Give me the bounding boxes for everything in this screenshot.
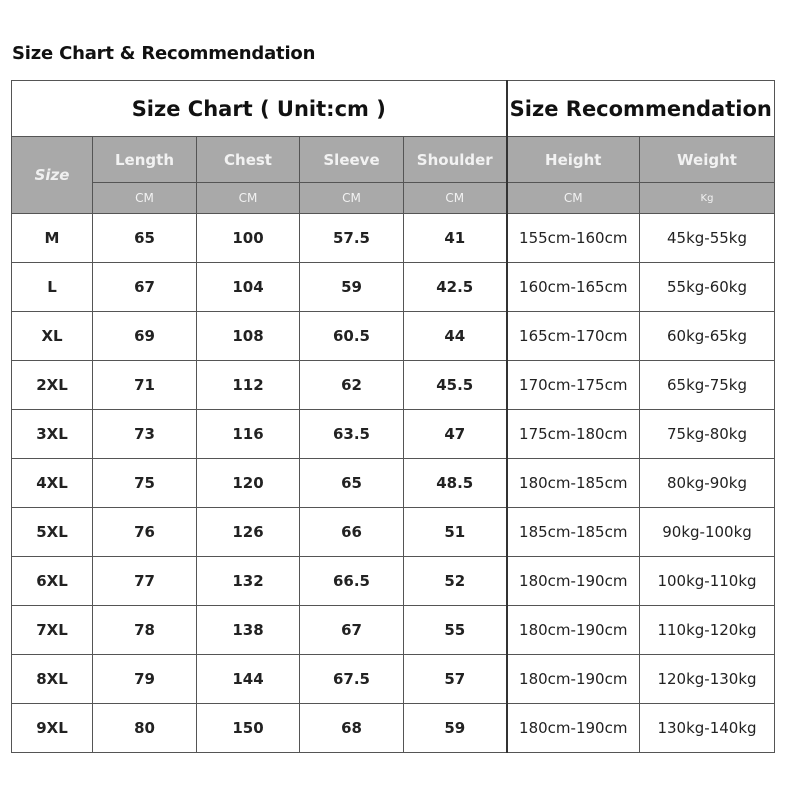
cell-weight: 130kg-140kg (640, 704, 775, 753)
cell-shoulder: 42.5 (404, 263, 507, 312)
column-header-sleeve: Sleeve (300, 137, 404, 183)
cell-length: 80 (93, 704, 197, 753)
cell-shoulder: 55 (404, 606, 507, 655)
cell-weight: 90kg-100kg (640, 508, 775, 557)
cell-weight: 100kg-110kg (640, 557, 775, 606)
cell-size: 9XL (12, 704, 93, 753)
cell-chest: 126 (197, 508, 300, 557)
cell-height: 155cm-160cm (507, 214, 640, 263)
cell-length: 73 (93, 410, 197, 459)
cell-weight: 80kg-90kg (640, 459, 775, 508)
table-row (12, 704, 775, 753)
cell-size: 2XL (12, 361, 93, 410)
cell-shoulder: 45.5 (404, 361, 507, 410)
unit-shoulder: CM (404, 183, 507, 214)
cell-size: L (12, 263, 93, 312)
cell-sleeve: 65 (300, 459, 404, 508)
table-row (12, 606, 775, 655)
unit-height: CM (507, 183, 640, 214)
cell-size: 3XL (12, 410, 93, 459)
cell-height: 165cm-170cm (507, 312, 640, 361)
table-row (12, 655, 775, 704)
cell-height: 170cm-175cm (507, 361, 640, 410)
cell-shoulder: 48.5 (404, 459, 507, 508)
table-row (12, 459, 775, 508)
size-table-body (12, 214, 775, 753)
column-header-height: Height (507, 137, 640, 183)
table-row (12, 361, 775, 410)
cell-height: 180cm-190cm (507, 557, 640, 606)
cell-chest: 144 (197, 655, 300, 704)
cell-size: 6XL (12, 557, 93, 606)
table-row (12, 508, 775, 557)
cell-weight: 75kg-80kg (640, 410, 775, 459)
cell-chest: 138 (197, 606, 300, 655)
cell-height: 180cm-190cm (507, 655, 640, 704)
cell-length: 79 (93, 655, 197, 704)
table-row (12, 312, 775, 361)
cell-size: M (12, 214, 93, 263)
cell-chest: 104 (197, 263, 300, 312)
cell-sleeve: 66 (300, 508, 404, 557)
table-row (12, 557, 775, 606)
cell-height: 180cm-190cm (507, 704, 640, 753)
cell-sleeve: 68 (300, 704, 404, 753)
cell-weight: 65kg-75kg (640, 361, 775, 410)
table-row (12, 410, 775, 459)
cell-size: 7XL (12, 606, 93, 655)
unit-chest: CM (197, 183, 300, 214)
cell-chest: 120 (197, 459, 300, 508)
cell-sleeve: 66.5 (300, 557, 404, 606)
cell-size: 4XL (12, 459, 93, 508)
cell-sleeve: 60.5 (300, 312, 404, 361)
column-header-shoulder: Shoulder (404, 137, 507, 183)
size-chart-heading: Size Chart ( Unit:cm ) (12, 81, 507, 137)
cell-length: 69 (93, 312, 197, 361)
table-row (12, 263, 775, 312)
cell-height: 180cm-185cm (507, 459, 640, 508)
cell-chest: 150 (197, 704, 300, 753)
cell-length: 76 (93, 508, 197, 557)
table-row (12, 214, 775, 263)
cell-weight: 120kg-130kg (640, 655, 775, 704)
cell-chest: 112 (197, 361, 300, 410)
unit-sleeve: CM (300, 183, 404, 214)
cell-height: 180cm-190cm (507, 606, 640, 655)
cell-weight: 110kg-120kg (640, 606, 775, 655)
cell-weight: 55kg-60kg (640, 263, 775, 312)
cell-shoulder: 41 (404, 214, 507, 263)
cell-height: 185cm-185cm (507, 508, 640, 557)
unit-weight: Kg (640, 183, 775, 214)
cell-chest: 100 (197, 214, 300, 263)
cell-size: XL (12, 312, 93, 361)
column-header-chest: Chest (197, 137, 300, 183)
cell-shoulder: 57 (404, 655, 507, 704)
cell-sleeve: 67 (300, 606, 404, 655)
cell-weight: 60kg-65kg (640, 312, 775, 361)
cell-chest: 108 (197, 312, 300, 361)
cell-sleeve: 59 (300, 263, 404, 312)
column-header-length: Length (93, 137, 197, 183)
size-recommendation-heading: Size Recommendation (507, 81, 775, 137)
cell-shoulder: 59 (404, 704, 507, 753)
size-chart-table (11, 80, 775, 753)
cell-chest: 116 (197, 410, 300, 459)
cell-length: 71 (93, 361, 197, 410)
cell-shoulder: 44 (404, 312, 507, 361)
cell-shoulder: 52 (404, 557, 507, 606)
cell-length: 67 (93, 263, 197, 312)
cell-shoulder: 47 (404, 410, 507, 459)
cell-weight: 45kg-55kg (640, 214, 775, 263)
page-title: Size Chart & Recommendation (12, 43, 316, 64)
cell-size: 5XL (12, 508, 93, 557)
cell-sleeve: 62 (300, 361, 404, 410)
cell-sleeve: 67.5 (300, 655, 404, 704)
cell-height: 160cm-165cm (507, 263, 640, 312)
cell-chest: 132 (197, 557, 300, 606)
column-header-weight: Weight (640, 137, 775, 183)
cell-sleeve: 57.5 (300, 214, 404, 263)
cell-shoulder: 51 (404, 508, 507, 557)
cell-height: 175cm-180cm (507, 410, 640, 459)
column-header-size: Size (12, 137, 93, 214)
cell-length: 65 (93, 214, 197, 263)
cell-length: 77 (93, 557, 197, 606)
unit-length: CM (93, 183, 197, 214)
cell-length: 78 (93, 606, 197, 655)
cell-size: 8XL (12, 655, 93, 704)
cell-sleeve: 63.5 (300, 410, 404, 459)
cell-length: 75 (93, 459, 197, 508)
